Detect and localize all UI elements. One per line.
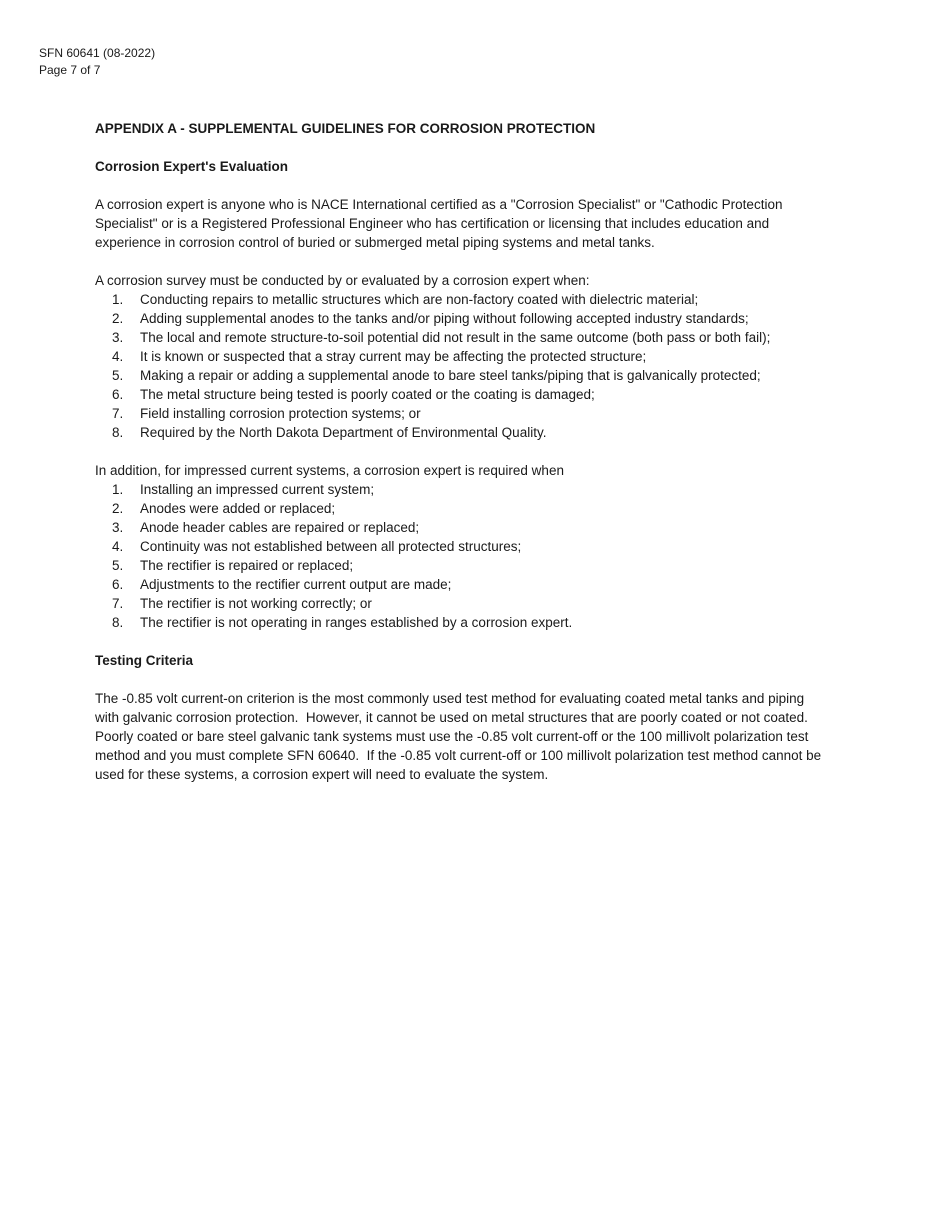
list-item (95, 404, 825, 423)
list-text: Anode header cables are repaired or replaced; (140, 520, 420, 535)
survey-intro: A corrosion survey must be conducted by or evaluated by a corrosion expert when: (95, 273, 590, 288)
list-number: 5. (112, 558, 124, 573)
list-text: The rectifier is repaired or replaced; (140, 558, 354, 573)
list-item (95, 366, 825, 385)
list-text: Conducting repairs to metallic structures which are non-factory coated with dielectric material; (140, 292, 699, 307)
list-number: 2. (112, 311, 124, 326)
list-number: 7. (112, 406, 124, 421)
form-id: SFN 60641 (08-2022) (39, 46, 156, 60)
list-number: 2. (112, 501, 124, 516)
list-item (95, 499, 825, 518)
list-item (95, 385, 825, 404)
list-item (95, 537, 825, 556)
list-text: The metal structure being tested is poorly coated or the coating is damaged; (140, 387, 595, 402)
list-text: The rectifier is not operating in ranges established by a corrosion expert. (140, 615, 573, 630)
survey-conditions-list (95, 290, 825, 442)
list-text: Anodes were added or replaced; (140, 501, 336, 516)
list-text: Making a repair or adding a supplemental anode to bare steel tanks/piping that is galvanically protected; (140, 368, 761, 383)
impressed-current-intro: In addition, for impressed current systems, a corrosion expert is required when (95, 463, 564, 478)
list-item (95, 575, 825, 594)
list-item (95, 518, 825, 537)
list-text: Required by the North Dakota Department of Environmental Quality. (140, 425, 547, 440)
list-number: 5. (112, 368, 124, 383)
list-item (95, 328, 825, 347)
section-heading-testing-criteria: Testing Criteria (95, 653, 194, 668)
testing-criteria-body: The -0.85 volt current-on criterion is the most commonly used test method for evaluating coated metal tanks and piping with galvanic corrosion protection. However, it cannot be used on metal structures that are poorly coated or not coated. Poorly coated or bare steel galvanic tank systems must use the -0.85 volt current-off or the 100 millivolt polarization test method and you must complete SFN 60640. If the -0.85 volt current-off or 100 millivolt polarization test method cannot be used for these systems, a corrosion expert will need to evaluate the system. (95, 691, 825, 782)
list-item (95, 309, 825, 328)
list-number: 3. (112, 520, 124, 535)
list-text: Installing an impressed current system; (140, 482, 375, 497)
list-text: Adjustments to the rectifier current output are made; (140, 577, 452, 592)
list-item (95, 423, 825, 442)
corrosion-expert-definition: A corrosion expert is anyone who is NACE International certified as a "Corrosion Specialist" or "Cathodic Protection Specialist" or is a Registered Professional Engineer who has certification or licensing that includes education and experience in corrosion control of buried or submerged metal piping systems and metal tanks. (95, 197, 787, 250)
list-number: 6. (112, 577, 124, 592)
list-number: 8. (112, 615, 124, 630)
page-header (39, 45, 155, 79)
list-item (95, 613, 825, 632)
list-number: 1. (112, 482, 124, 497)
list-number: 4. (112, 539, 124, 554)
list-item (95, 290, 825, 309)
document-body (95, 119, 825, 784)
list-text: Continuity was not established between all protected structures; (140, 539, 522, 554)
list-item (95, 347, 825, 366)
list-number: 8. (112, 425, 124, 440)
list-number: 1. (112, 292, 124, 307)
list-number: 6. (112, 387, 124, 402)
list-number: 7. (112, 596, 124, 611)
list-item (95, 556, 825, 575)
list-item (95, 594, 825, 613)
list-text: Field installing corrosion protection systems; or (140, 406, 421, 421)
page-number: Page 7 of 7 (39, 63, 101, 77)
list-number: 3. (112, 330, 124, 345)
list-text: It is known or suspected that a stray current may be affecting the protected structure; (140, 349, 647, 364)
appendix-title: APPENDIX A - SUPPLEMENTAL GUIDELINES FOR CORROSION PROTECTION (95, 121, 596, 136)
list-text: Adding supplemental anodes to the tanks and/or piping without following accepted industry standards; (140, 311, 749, 326)
impressed-current-conditions-list (95, 480, 825, 632)
list-text: The rectifier is not working correctly; or (140, 596, 372, 611)
list-number: 4. (112, 349, 124, 364)
list-item (95, 480, 825, 499)
list-text: The local and remote structure-to-soil potential did not result in the same outcome (both pass or both fail); (140, 330, 771, 345)
section-heading-corrosion-expert: Corrosion Expert's Evaluation (95, 159, 289, 174)
